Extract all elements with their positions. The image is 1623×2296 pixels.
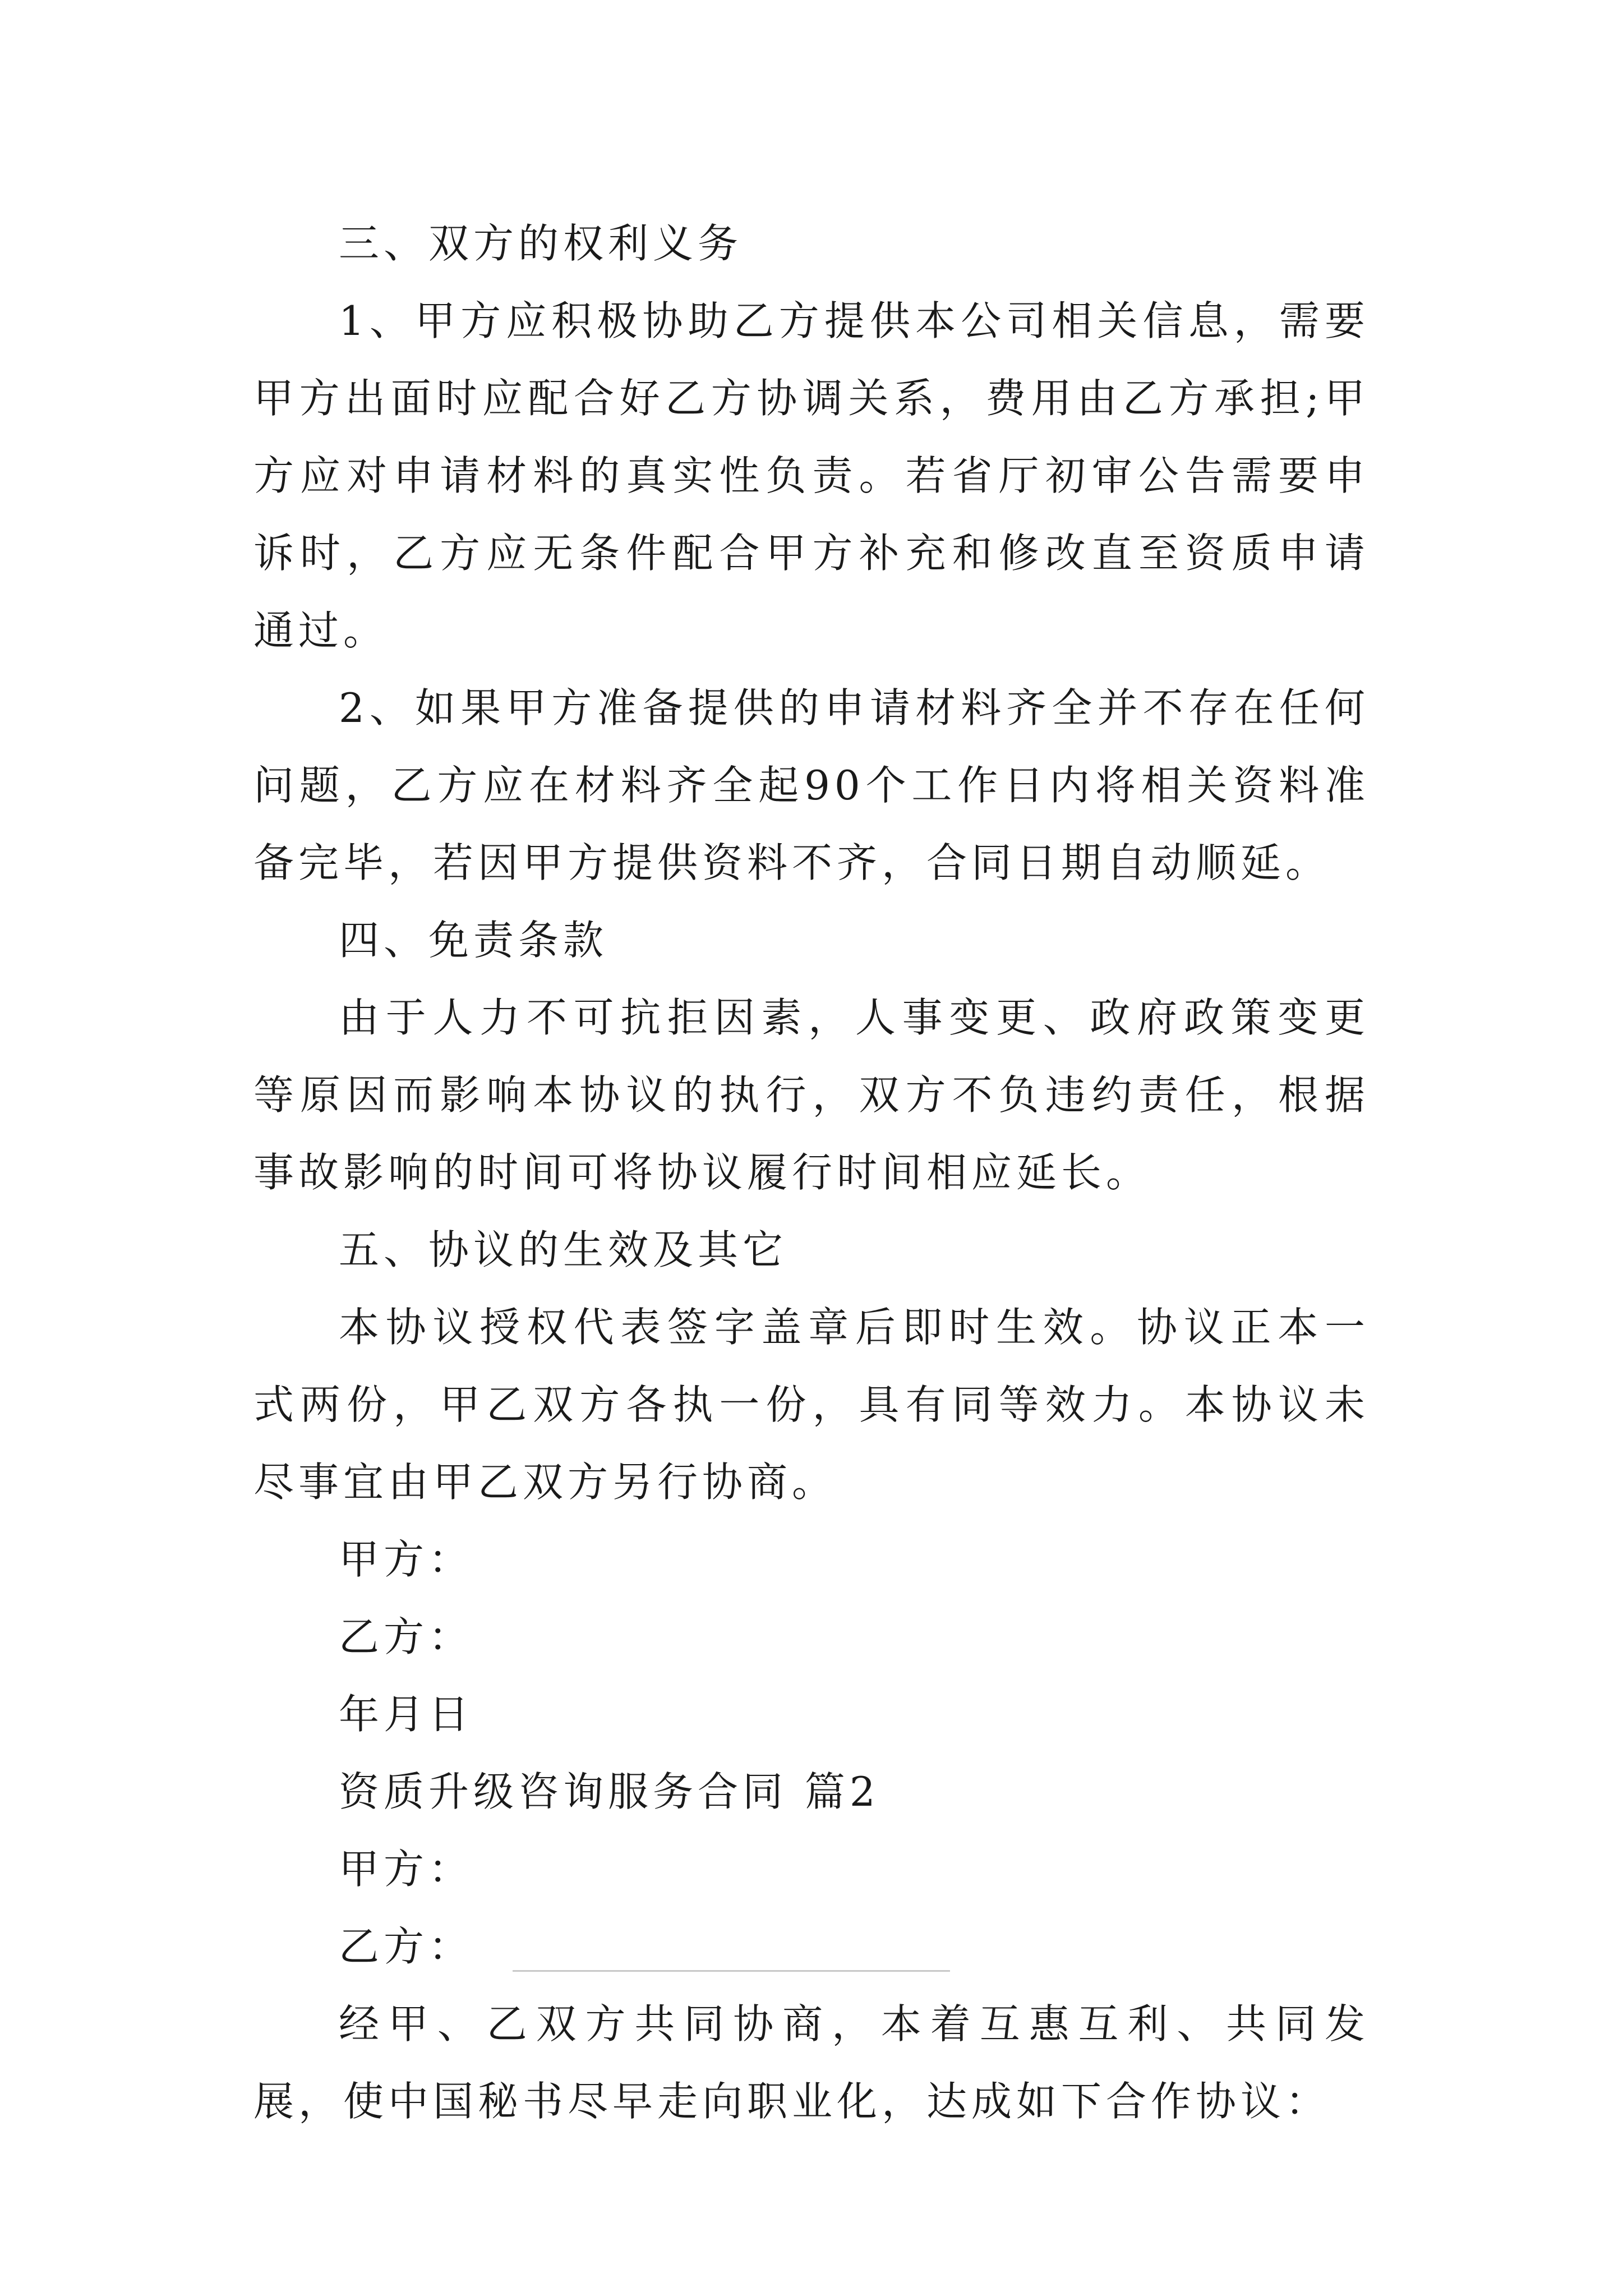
section3-item2: 2、如果甲方准备提供的申请材料齐全并不存在任何问题，乙方应在材料齐全起90个工作日内将相关资料准备完毕，若因甲方提供资料不齐，合同日期自动顺延。 bbox=[253, 684, 1370, 886]
contract2-intro: 经甲、乙双方共同协商，本着互惠互利、共同发展，使中国秘书尽早走向职业化，达成如下合作协议： bbox=[253, 2000, 1370, 2125]
contract2-party-b-label: 乙方： bbox=[339, 1923, 474, 1970]
section3-heading: 三、双方的权利义务 bbox=[339, 220, 743, 267]
section3-item1: 1、甲方应积极协助乙方提供本公司相关信息，需要甲方出面时应配合好乙方协调关系，费用由乙方承担;甲方应对申请材料的真实性负责。若省厅初审公告需要申诉时，乙方应无条件配合甲方补充和修改直至资质申请通过。 bbox=[253, 297, 1370, 654]
section5-text: 本协议授权代表签字盖章后即时生效。协议正本一式两份，甲乙双方各执一份，具有同等效力。本协议未尽事宜由甲乙双方另行协商。 bbox=[253, 1304, 1370, 1506]
party-b-label: 乙方： bbox=[339, 1613, 474, 1660]
section4-heading: 四、免责条款 bbox=[339, 917, 608, 964]
contract2-title: 资质升级咨询服务合同 篇2 bbox=[339, 1768, 880, 1815]
date-label: 年月日 bbox=[339, 1691, 474, 1738]
party-a-label: 甲方： bbox=[339, 1536, 474, 1583]
signature-line bbox=[513, 1970, 950, 1972]
contract2-party-b-row bbox=[253, 1908, 1370, 1985]
document-body bbox=[253, 205, 1370, 2140]
section5-heading: 五、协议的生效及其它 bbox=[339, 1226, 788, 1273]
contract2-party-a-label: 甲方： bbox=[339, 1846, 474, 1893]
section4-text: 由于人力不可抗拒因素，人事变更、政府政策变更等原因而影响本协议的执行，双方不负违约责任，根据事故影响的时间可将协议履行时间相应延长。 bbox=[253, 994, 1370, 1196]
